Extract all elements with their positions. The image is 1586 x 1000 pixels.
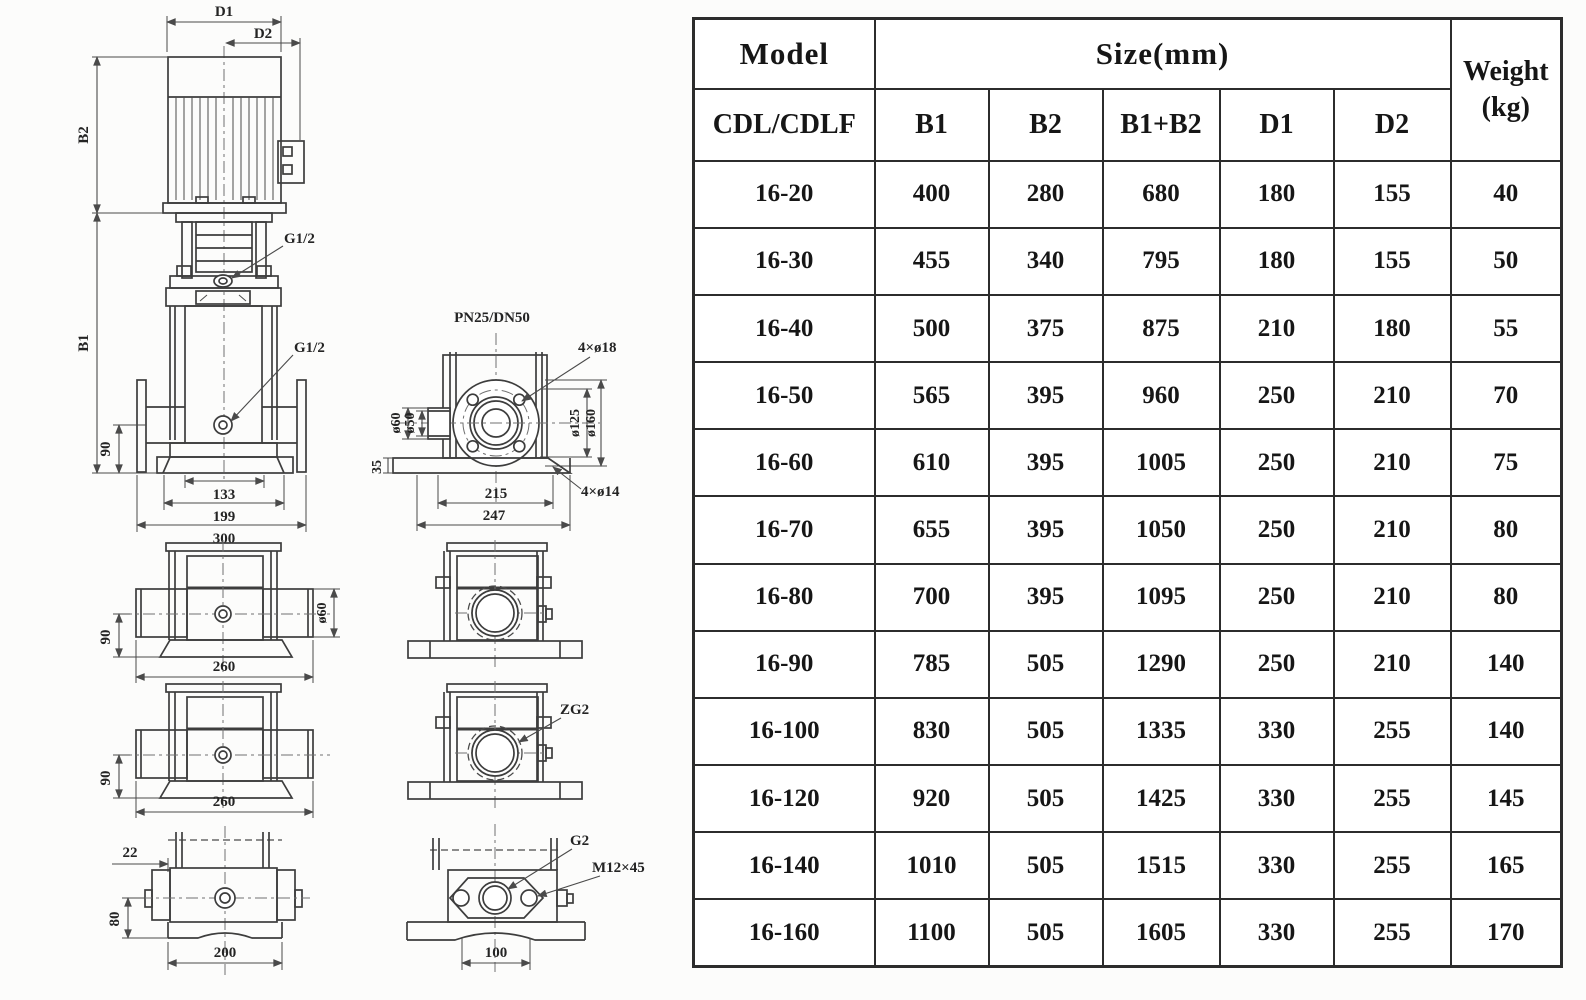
cell-b2: 395 xyxy=(989,362,1103,429)
header-b1b2: B1+B2 xyxy=(1103,89,1220,161)
cell-weight: 75 xyxy=(1451,429,1562,496)
dim-label-b2: B2 xyxy=(76,126,92,144)
cell-model: 16-20 xyxy=(694,161,875,228)
cell-model: 16-60 xyxy=(694,429,875,496)
bolt-holes-label: 4×ø18 xyxy=(578,340,617,356)
header-weight-line1: Weight xyxy=(1463,55,1549,87)
dim-label-80: 80 xyxy=(107,911,123,927)
cell-model: 16-40 xyxy=(694,295,875,362)
cell-weight: 165 xyxy=(1451,832,1562,899)
bottom-left-view-drawing xyxy=(107,826,310,975)
cell-weight: 80 xyxy=(1451,564,1562,631)
cell-b2: 375 xyxy=(989,295,1103,362)
port-label-zg2: ZG2 xyxy=(560,702,590,718)
cell-b1: 920 xyxy=(875,765,989,832)
cell-d1: 330 xyxy=(1220,765,1334,832)
dim-label-247: 247 xyxy=(482,508,506,524)
flange-top-view-drawing xyxy=(370,310,620,531)
pump-dimension-drawing xyxy=(0,0,683,1000)
port-view-g2-drawing xyxy=(407,824,645,972)
cell-model: 16-70 xyxy=(694,496,875,563)
cell-d2: 210 xyxy=(1334,429,1451,496)
cell-b1b2: 875 xyxy=(1103,295,1220,362)
cell-model: 16-160 xyxy=(694,899,875,966)
port-label-g12-top: G1/2 xyxy=(284,231,315,247)
cell-model: 16-120 xyxy=(694,765,875,832)
cell-b1b2: 960 xyxy=(1103,362,1220,429)
cell-b2: 505 xyxy=(989,899,1103,966)
cell-d1: 180 xyxy=(1220,161,1334,228)
cell-d1: 210 xyxy=(1220,295,1334,362)
table-header-row-1 xyxy=(694,19,1562,89)
cell-weight: 40 xyxy=(1451,161,1562,228)
dim-label-300: 300 xyxy=(212,531,236,547)
dim-label-90-side2: 90 xyxy=(98,770,114,786)
cell-d2: 210 xyxy=(1334,564,1451,631)
cell-d1: 250 xyxy=(1220,564,1334,631)
dim-label-22: 22 xyxy=(122,845,138,861)
header-d1: D1 xyxy=(1220,89,1334,161)
header-d2: D2 xyxy=(1334,89,1451,161)
cell-model: 16-140 xyxy=(694,832,875,899)
dim-label-90-front: 90 xyxy=(98,441,114,457)
table-row xyxy=(694,698,1562,765)
cell-b1: 700 xyxy=(875,564,989,631)
dim-label-260-side1: 260 xyxy=(212,659,236,675)
cell-b1: 785 xyxy=(875,631,989,698)
cell-b2: 505 xyxy=(989,631,1103,698)
dim-label-260-side2: 260 xyxy=(212,794,236,810)
spec-table-container xyxy=(692,17,1563,968)
cell-b2: 395 xyxy=(989,564,1103,631)
cell-d1: 250 xyxy=(1220,631,1334,698)
dimension-spec-table xyxy=(692,17,1563,968)
table-row xyxy=(694,228,1562,295)
cell-model: 16-100 xyxy=(694,698,875,765)
dim-label-b1: B1 xyxy=(76,334,92,352)
table-header-row-2 xyxy=(694,89,1562,161)
cell-b1: 565 xyxy=(875,362,989,429)
table-row xyxy=(694,362,1562,429)
cell-b2: 395 xyxy=(989,496,1103,563)
cell-b1: 400 xyxy=(875,161,989,228)
table-row xyxy=(694,564,1562,631)
cell-b2: 280 xyxy=(989,161,1103,228)
cell-b1: 500 xyxy=(875,295,989,362)
cell-d1: 250 xyxy=(1220,429,1334,496)
dim-label-199: 199 xyxy=(212,509,236,525)
dim-label-35: 35 xyxy=(370,460,385,474)
dim-label-dia50: ø50 xyxy=(403,412,418,434)
cell-model: 16-50 xyxy=(694,362,875,429)
cell-d2: 255 xyxy=(1334,698,1451,765)
cell-model: 16-30 xyxy=(694,228,875,295)
bolt-label-m12x45: M12×45 xyxy=(592,860,645,876)
cell-weight: 55 xyxy=(1451,295,1562,362)
cell-d1: 250 xyxy=(1220,496,1334,563)
flange-rating-label: PN25/DN50 xyxy=(454,310,530,326)
cell-b1b2: 1605 xyxy=(1103,899,1220,966)
dim-label-200: 200 xyxy=(213,945,237,961)
table-row xyxy=(694,832,1562,899)
dim-label-133: 133 xyxy=(212,487,236,503)
front-elevation-drawing xyxy=(76,4,325,547)
header-weight xyxy=(1451,19,1562,161)
cell-d1: 330 xyxy=(1220,899,1334,966)
header-model: Model xyxy=(694,19,875,89)
cell-d2: 210 xyxy=(1334,496,1451,563)
cell-d2: 155 xyxy=(1334,228,1451,295)
cell-b1b2: 1005 xyxy=(1103,429,1220,496)
cell-d2: 180 xyxy=(1334,295,1451,362)
cell-d2: 155 xyxy=(1334,161,1451,228)
header-model-sub: CDL/CDLF xyxy=(694,89,875,161)
cell-b1b2: 795 xyxy=(1103,228,1220,295)
cell-b1b2: 1290 xyxy=(1103,631,1220,698)
dim-label-d2: D2 xyxy=(253,26,273,42)
dim-label-100: 100 xyxy=(484,945,508,961)
cell-d1: 330 xyxy=(1220,698,1334,765)
cell-b1b2: 1515 xyxy=(1103,832,1220,899)
table-row xyxy=(694,765,1562,832)
table-row xyxy=(694,295,1562,362)
cell-b1: 1010 xyxy=(875,832,989,899)
dim-label-dia125: ø125 xyxy=(568,409,583,437)
dim-label-dia60-side1: ø60 xyxy=(315,602,330,624)
cell-weight: 140 xyxy=(1451,631,1562,698)
side-view-2-drawing xyxy=(98,681,330,818)
cell-b1: 830 xyxy=(875,698,989,765)
cell-b1b2: 1335 xyxy=(1103,698,1220,765)
cell-b2: 340 xyxy=(989,228,1103,295)
header-weight-line2: (kg) xyxy=(1481,91,1530,123)
cell-b2: 505 xyxy=(989,832,1103,899)
cell-model: 16-80 xyxy=(694,564,875,631)
dim-label-215: 215 xyxy=(484,486,508,502)
table-row xyxy=(694,631,1562,698)
cell-b1: 1100 xyxy=(875,899,989,966)
cell-weight: 140 xyxy=(1451,698,1562,765)
table-row xyxy=(694,496,1562,563)
cell-d2: 255 xyxy=(1334,899,1451,966)
port-view-zg2-drawing xyxy=(408,681,589,808)
header-b2: B2 xyxy=(989,89,1103,161)
cell-d2: 255 xyxy=(1334,832,1451,899)
dim-label-dia60: ø60 xyxy=(389,412,404,434)
cell-d1: 250 xyxy=(1220,362,1334,429)
cell-b2: 505 xyxy=(989,698,1103,765)
table-row xyxy=(694,161,1562,228)
dim-label-dia160: ø160 xyxy=(584,409,599,437)
cell-b1: 610 xyxy=(875,429,989,496)
cell-b1b2: 1095 xyxy=(1103,564,1220,631)
port-label-g2: G2 xyxy=(570,833,590,849)
cell-weight: 80 xyxy=(1451,496,1562,563)
header-b1: B1 xyxy=(875,89,989,161)
table-row xyxy=(694,429,1562,496)
port-view-plain-drawing xyxy=(408,540,582,668)
dim-label-90-side1: 90 xyxy=(98,629,114,645)
cell-weight: 145 xyxy=(1451,765,1562,832)
side-view-1-drawing xyxy=(98,540,340,683)
dim-label-d1: D1 xyxy=(214,4,234,20)
table-row xyxy=(694,899,1562,966)
cell-weight: 50 xyxy=(1451,228,1562,295)
cell-b2: 395 xyxy=(989,429,1103,496)
cell-b1: 655 xyxy=(875,496,989,563)
cell-d1: 180 xyxy=(1220,228,1334,295)
port-label-g12-mid: G1/2 xyxy=(294,340,325,356)
cell-b1: 455 xyxy=(875,228,989,295)
base-holes-label: 4×ø14 xyxy=(581,484,620,500)
cell-b2: 505 xyxy=(989,765,1103,832)
cell-d2: 255 xyxy=(1334,765,1451,832)
header-size: Size(mm) xyxy=(875,19,1451,89)
cell-b1b2: 680 xyxy=(1103,161,1220,228)
cell-b1b2: 1425 xyxy=(1103,765,1220,832)
cell-d1: 330 xyxy=(1220,832,1334,899)
cell-d2: 210 xyxy=(1334,631,1451,698)
cell-model: 16-90 xyxy=(694,631,875,698)
cell-weight: 170 xyxy=(1451,899,1562,966)
cell-weight: 70 xyxy=(1451,362,1562,429)
cell-d2: 210 xyxy=(1334,362,1451,429)
cell-b1b2: 1050 xyxy=(1103,496,1220,563)
